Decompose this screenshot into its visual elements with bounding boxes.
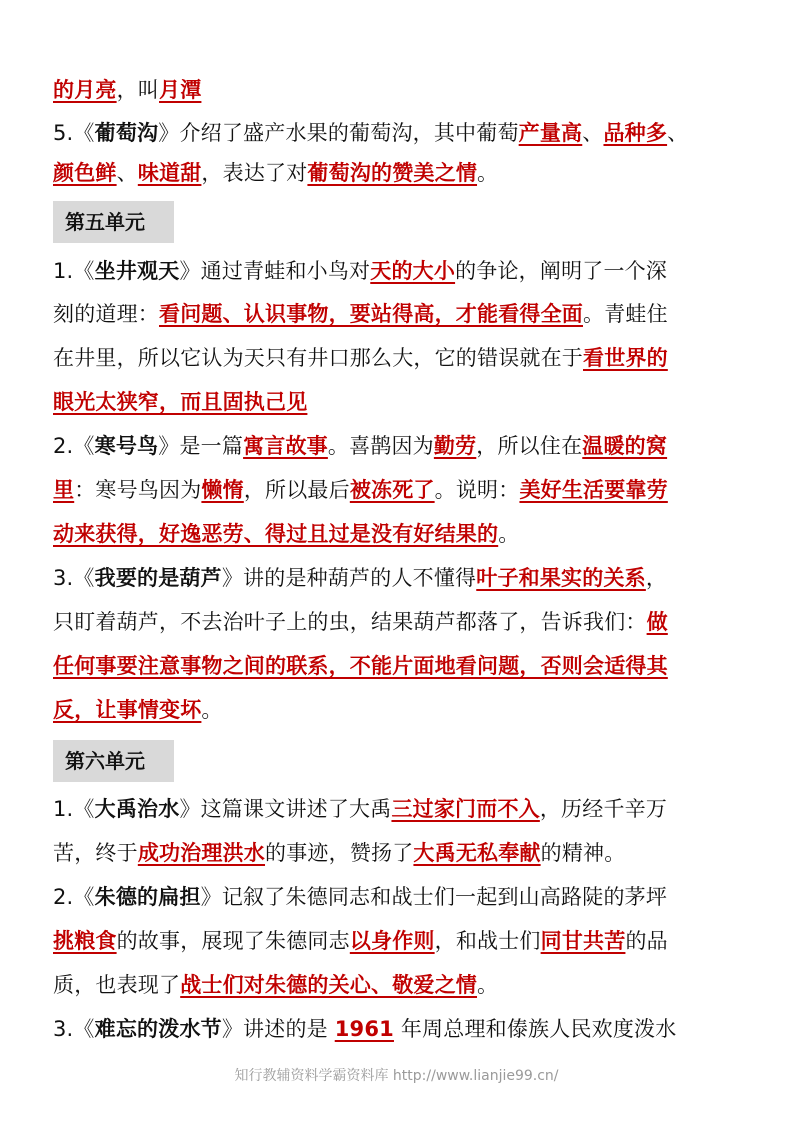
highlighted-phrase: 任何事要注意事物之间的联系，不能片面地看问题，否则会适得其 [53,654,668,678]
text-segment: 》讲的是种葫芦的人不懂得 [221,566,477,590]
highlighted-phrase: 做 [646,610,668,634]
highlighted-phrase: 同甘共苦 [540,929,626,953]
text-segment: 的品 [625,929,668,953]
text-line [53,921,668,961]
highlighted-phrase: 动来获得，好逸恶劳、得过且过是没有好结果的 [53,522,499,546]
highlighted-phrase: 看问题、认识事物，要站得高，才能看得全面 [159,302,583,326]
text-segment: 》这篇课文讲述了大禹 [179,797,392,821]
text-line [53,294,668,334]
text-segment: 1.《 [53,797,95,821]
text-segment: 的精神。 [540,841,626,865]
text-line [53,602,668,642]
text-segment: 、 [116,161,138,185]
text-line [53,113,688,153]
text-segment: 在井里，所以它认为天只有井口那么大，它的错误就在于 [53,346,583,370]
text-segment: 的争论，阐明了一个深 [455,259,668,283]
lesson-title: 大禹治水 [94,797,180,821]
lesson-title: 坐井观天 [94,259,180,283]
text-segment: 的故事，展现了朱德同志 [116,929,350,953]
text-line [53,558,667,598]
text-line [53,426,667,466]
highlighted-phrase: 颜色鲜 [53,161,117,185]
text-segment: 、 [582,121,604,145]
highlighted-phrase: 的月亮 [53,78,117,102]
text-segment: 苦，终于 [53,841,138,865]
text-segment: 。 [477,973,499,997]
highlighted-phrase: 眼光太狭窄，而且固执己见 [53,390,308,414]
text-segment: 。 [498,522,520,546]
highlighted-phrase: 以身作则 [349,929,435,953]
text-line [53,514,519,554]
text-segment: 1.《 [53,259,95,283]
text-line [53,646,668,686]
highlighted-phrase: 战士们对朱德的关心、敬爱之情 [180,973,478,997]
text-segment: ，所以最后 [243,478,350,502]
footer-watermark: 知行教辅资料学霸资料库 http://www.lianjie99.cn/ [234,1068,559,1084]
text-segment: 2.《 [53,885,95,909]
highlighted-phrase: 反，让事情变坏 [53,698,202,722]
highlighted-phrase: 勤劳 [433,434,477,458]
highlighted-phrase: 三过家门而不入 [391,797,540,821]
text-segment: 》通过青蛙和小鸟对 [179,259,371,283]
highlighted-phrase: 1961 [334,1017,394,1041]
text-segment: 3.《 [53,1017,95,1041]
text-segment: ：寒号鸟因为 [74,478,202,502]
text-segment: ，表达了对 [201,161,308,185]
text-line [53,965,498,1005]
lesson-title: 朱德的扁担 [94,885,201,909]
text-segment: ，历经千辛万 [539,797,668,821]
text-line [53,153,498,193]
text-line [53,470,668,510]
highlighted-phrase: 味道甜 [137,161,202,185]
text-segment: ，所以住在 [476,434,583,458]
text-segment: 》是一篇 [158,434,244,458]
text-line [53,833,625,873]
lesson-title: 葡萄沟 [94,121,159,145]
text-segment: 5.《 [53,121,95,145]
highlighted-phrase: 产量高 [518,121,583,145]
text-line [53,1009,676,1049]
text-segment: 》记叙了朱德同志和战士们一起到山高路陡的茅坪 [200,885,668,909]
text-line [53,690,223,730]
text-segment: 只盯着葫芦，不去治叶子上的虫，结果葫芦都落了，告诉我们： [53,610,647,634]
lesson-title: 寒号鸟 [94,434,159,458]
lesson-title: 我要的是葫芦 [94,566,222,590]
text-segment: 年周总理和傣族人民欢度泼水 [393,1017,677,1041]
highlighted-phrase: 美好生活要靠劳 [519,478,668,502]
highlighted-phrase: 天的大小 [370,259,456,283]
highlighted-phrase: 挑粮食 [53,929,117,953]
text-segment: ，和战士们 [434,929,541,953]
highlighted-phrase: 成功治理洪水 [137,841,266,865]
highlighted-phrase: 月潭 [159,78,202,102]
text-line [53,338,668,378]
text-segment: ，叫 [116,78,160,102]
text-segment: 的事迹，赞扬了 [265,841,414,865]
text-line [53,70,201,110]
text-line [53,251,667,291]
text-segment: 质，也表现了 [53,973,181,997]
unit-5-heading: 第五单元 [53,201,174,243]
highlighted-phrase: 被冻死了 [349,478,435,502]
highlighted-phrase: 温暖的窝 [582,434,668,458]
text-segment: 、 [667,121,689,145]
text-segment: 。喜鹊因为 [327,434,434,458]
text-line [53,789,667,829]
highlighted-phrase: 大禹无私奉献 [413,841,541,865]
text-segment: 3.《 [53,566,95,590]
text-segment: 。青蛙住 [583,302,668,326]
lesson-title: 难忘的泼水节 [94,1017,222,1041]
text-segment: 》讲述的是 [221,1017,335,1041]
unit-6-heading: 第六单元 [53,740,174,782]
highlighted-phrase: 懒惰 [201,478,244,502]
highlighted-phrase: 叶子和果实的关系 [476,566,646,590]
text-line [53,877,667,917]
highlighted-phrase: 寓言故事 [243,434,328,458]
text-segment: 刻的道理： [53,302,159,326]
text-segment: 。 [477,161,499,185]
highlighted-phrase: 葡萄沟的赞美之情 [307,161,478,185]
highlighted-phrase: 品种多 [603,121,668,145]
text-segment: 。说明： [434,478,520,502]
text-segment: 。 [201,698,223,722]
highlighted-phrase: 看世界的 [583,346,668,370]
highlighted-phrase: 里 [53,478,75,502]
text-segment: ， [645,566,668,590]
text-segment: 》介绍了盛产水果的葡萄沟，其中葡萄 [158,121,519,145]
text-line [53,382,307,422]
text-segment: 2.《 [53,434,95,458]
